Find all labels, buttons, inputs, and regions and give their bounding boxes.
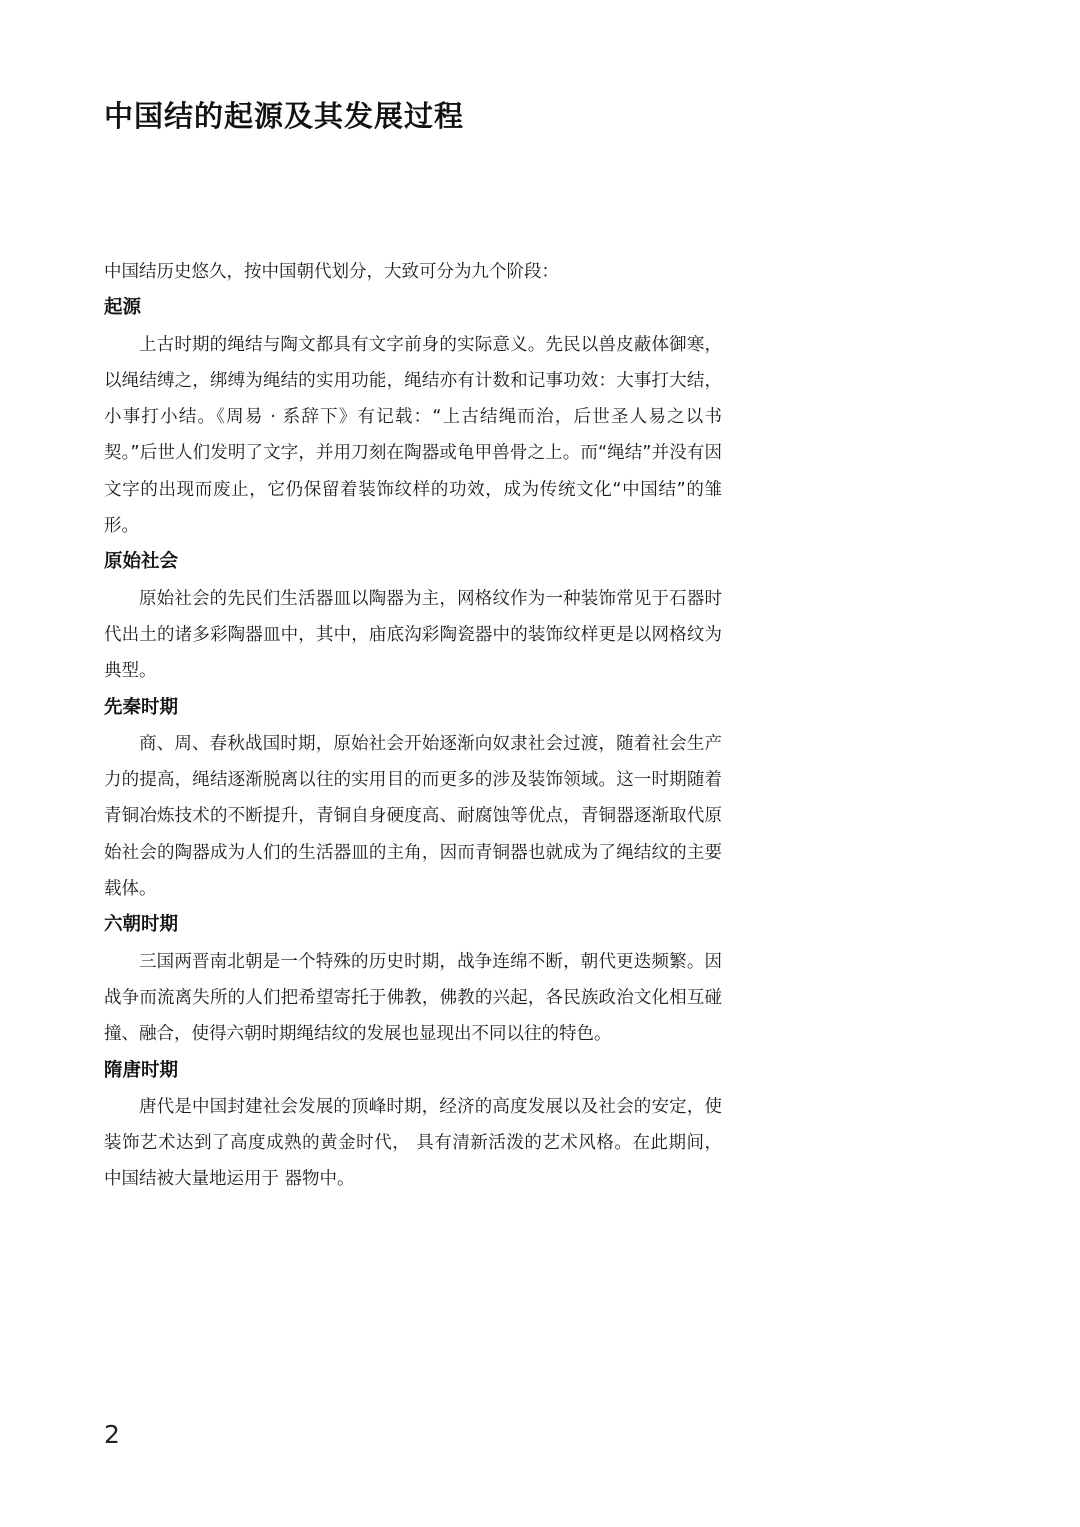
section-body-primitive-society: 原始社会的先民们生活器皿以陶器为主，网格纹作为一种装饰常见于石器时代出土的诸多彩陶器皿中，其中，庙底沟彩陶瓷器中的装饰纹样更是以网格纹为典型。 <box>104 588 722 682</box>
article-body <box>104 254 722 1198</box>
page-title: 中国结的起源及其发展过程 <box>104 99 465 133</box>
section-heading-sui-tang: 隋唐时期 <box>104 1059 179 1081</box>
page-number: 2 <box>104 1420 120 1449</box>
section-heading-primitive-society: 原始社会 <box>104 551 179 573</box>
section-heading-origin: 起源 <box>104 297 142 319</box>
section-body-sui-tang: 唐代是中国封建社会发展的顶峰时期，经济的高度发展以及社会的安定，使装饰艺术达到了高度成熟的黄金时代， 具有清新活泼的艺术风格。在此期间，中国结被大量地运用于 器物中。 <box>104 1096 722 1190</box>
section-body-origin: 上古时期的绳结与陶文都具有文字前身的实际意义。先民以兽皮蔽体御寒，以绳结缚之，绑缚为绳结的实用功能，绳结亦有计数和记事功效：大事打大结，小事打小结。《周易 · 系辞下》有记载：“上古结绳而治，后世圣人易之以书契。”后世人们发明了文字，并用刀刻在陶器或龟甲兽骨之上。而“绳结”并没有因文字的出现而废止，它仍保留着装饰纹样的功效，成为传统文化“中国结”的雏形。 <box>104 334 722 537</box>
section-heading-six-dynasties: 六朝时期 <box>104 914 179 936</box>
section-body-six-dynasties: 三国两晋南北朝是一个特殊的历史时期，战争连绵不断，朝代更迭频繁。因战争而流离失所的人们把希望寄托于佛教，佛教的兴起，各民族政治文化相互碰撞、融合，使得六朝时期绳结纹的发展也显现出不同以往的特色。 <box>104 951 722 1045</box>
section-heading-pre-qin: 先秦时期 <box>104 696 179 718</box>
section-body-pre-qin: 商、周、春秋战国时期，原始社会开始逐渐向奴隶社会过渡，随着社会生产力的提高，绳结逐渐脱离以往的实用目的而更多的涉及装饰领域。这一时期随着青铜冶炼技术的不断提升，青铜自身硬度高、耐腐蚀等优点，青铜器逐渐取代原始社会的陶器成为人们的生活器皿的主角，因而青铜器也就成为了绳结纹的主要载体。 <box>104 733 722 900</box>
intro-paragraph: 中国结历史悠久，按中国朝代划分，大致可分为九个阶段： <box>104 262 559 282</box>
